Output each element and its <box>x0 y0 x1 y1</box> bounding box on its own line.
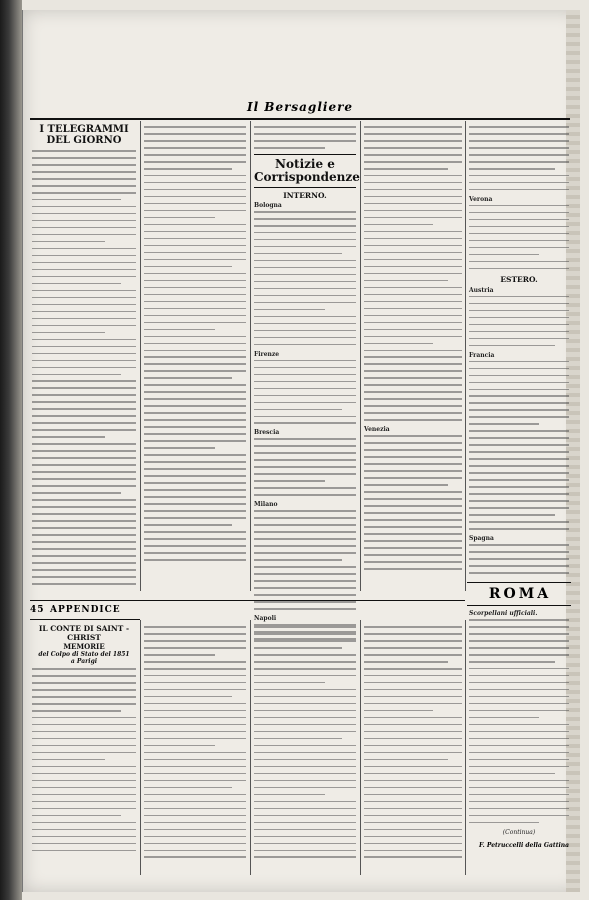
dispatch-milano: Milano <box>254 501 278 509</box>
rome-column <box>469 610 569 878</box>
article-body <box>469 296 569 346</box>
dispatch-spagna: Spagna <box>469 535 494 543</box>
article-column-5 <box>469 124 569 584</box>
article-body <box>469 544 569 574</box>
serial-column-2 <box>144 624 246 879</box>
dispatch-venezia: Venezia <box>364 426 390 434</box>
masthead <box>30 100 570 118</box>
serial-subtitle-2: del Colpo di Stato del 1851 <box>38 651 130 658</box>
rome-subheading: Scorpellani ufficiali. <box>469 610 538 617</box>
telegrams-column <box>32 124 136 594</box>
news-heading: Notizie e Corrispondenze <box>254 156 360 184</box>
column-divider <box>465 620 466 875</box>
column-divider <box>360 121 361 591</box>
serial-subtitle: MEMORIE <box>63 642 105 651</box>
serial-column-3 <box>254 624 356 879</box>
dispatch-firenze: Firenze <box>254 350 280 358</box>
telegrams-heading: I TELEGRAMMI DEL GIORNO <box>39 124 129 146</box>
section-rule <box>254 187 356 188</box>
appendix-banner <box>30 605 180 617</box>
article-body <box>254 126 356 149</box>
rome-rule <box>467 605 571 606</box>
rome-rule <box>467 582 571 583</box>
news-column <box>254 124 360 623</box>
book-binding <box>0 0 22 900</box>
dispatch-verona: Verona <box>469 195 493 203</box>
column-divider <box>250 121 251 591</box>
article-column-4 <box>364 124 462 590</box>
article-body <box>254 211 356 345</box>
column-divider <box>140 121 141 591</box>
article-body <box>254 626 356 858</box>
continue-note: (Continua) <box>502 828 536 836</box>
article-body <box>469 126 569 190</box>
article-body <box>469 205 569 269</box>
article-body <box>254 360 356 424</box>
article-body <box>254 510 356 609</box>
appendix-label: APPENDICE <box>50 605 121 615</box>
dispatch-austria: Austria <box>469 286 494 294</box>
signature: F. Petruccelli della Gattina <box>479 841 569 849</box>
article-column-2 <box>144 124 246 590</box>
serial-title: IL CONTE DI SAINT - CHRIST <box>38 624 130 642</box>
dispatch-napoli: Napoli <box>254 615 277 623</box>
interior-heading: INTERNO. <box>283 190 327 200</box>
masthead-rule <box>30 118 570 120</box>
column-divider <box>140 620 141 875</box>
section-rule <box>254 154 356 155</box>
dispatch-brescia: Brescia <box>254 429 280 437</box>
column-divider <box>250 620 251 875</box>
serial-column-4 <box>364 624 462 879</box>
serial-subtitle-3: a Parigi <box>70 658 98 665</box>
dispatch-francia: Francia <box>469 351 495 359</box>
article-body <box>364 126 462 421</box>
column-divider <box>360 620 361 875</box>
article-body <box>32 668 136 851</box>
article-body <box>32 150 136 585</box>
foreign-heading: ESTERO. <box>500 274 538 284</box>
article-body <box>144 126 246 561</box>
dispatch-bologna: Bologna <box>254 201 282 209</box>
masthead-title: Il Bersagliere <box>246 100 354 114</box>
column-divider <box>465 121 466 591</box>
article-body <box>364 626 462 858</box>
article-body <box>254 438 356 495</box>
article-body <box>144 626 246 858</box>
article-body <box>469 361 569 530</box>
appendix-top-rule <box>30 600 465 601</box>
article-body <box>469 619 569 823</box>
article-body <box>364 435 462 569</box>
rome-heading: ROMA <box>488 586 552 602</box>
appendix-rule <box>30 619 140 620</box>
serial-column <box>32 624 136 879</box>
appendix-number: 45 <box>30 605 45 615</box>
